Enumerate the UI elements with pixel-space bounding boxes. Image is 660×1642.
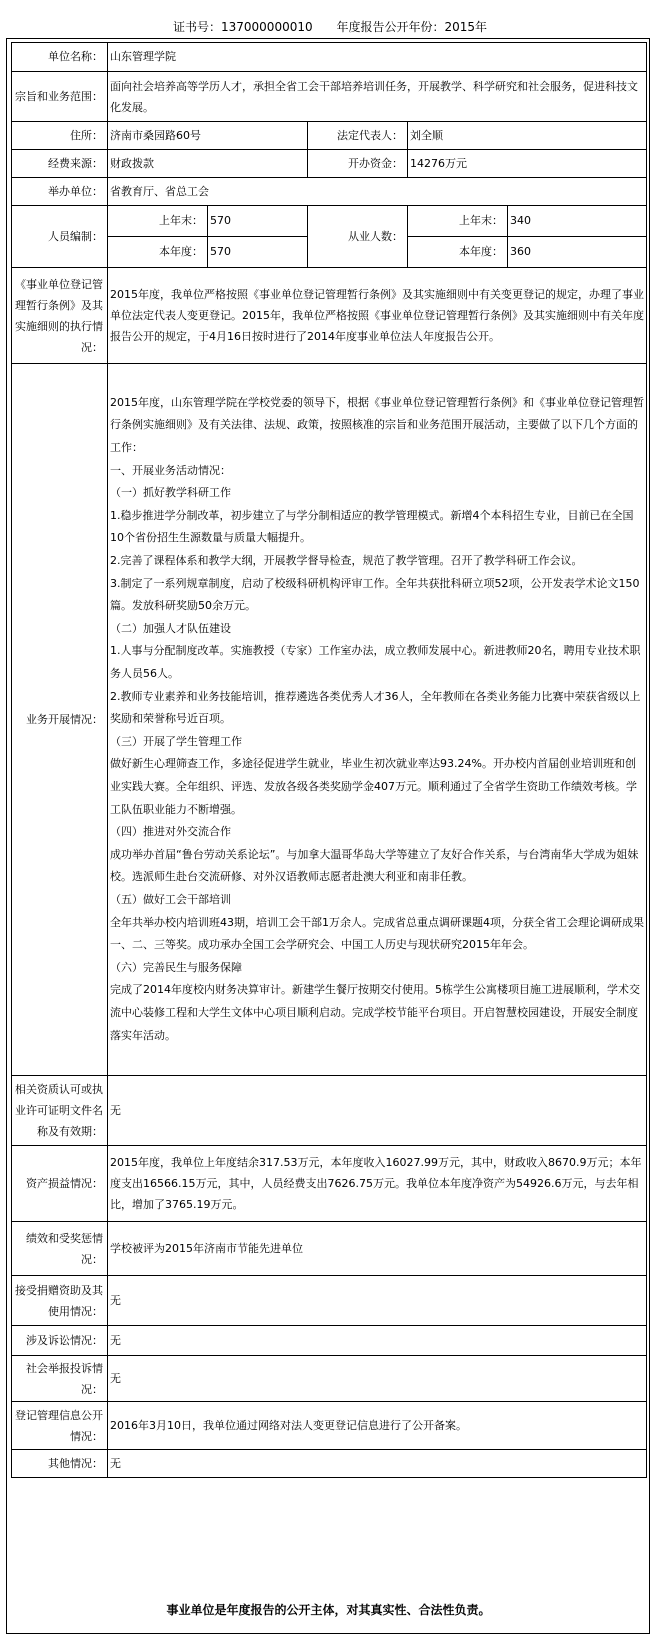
- business-paragraph: 成功举办首届“鲁台劳动关系论坛”。与加拿大温哥华岛大学等建立了友好合作关系，与台湾南华大学成为姐妹校。选派师生赴台交流研修、对外汉语教师志愿者赴澳大利亚和南非任教。: [110, 847, 639, 884]
- label-sponsor: 举办单位：: [12, 178, 108, 206]
- business-paragraph: 1.人事与分配制度改革。实施教授（专家）工作室办法，成立教师发展中心。新进教师20名，聘用专业技术职务人员56人。: [110, 644, 641, 681]
- row-staff-last: [12, 206, 647, 237]
- label-name: 单位名称：: [12, 43, 108, 72]
- business-heading: 一、开展业务活动情况：: [110, 463, 231, 477]
- business-paragraph: 做好新生心理筛查工作，多途径促进学生就业，毕业生初次就业率达93.24%。开办校内首届创业培训班和创业实践大赛。全年组织、评选、发放各级各类奖励学金407万元。顺利通过了全省学生资助工作绩效考核。学工队伍职业能力不断增强。: [110, 757, 637, 816]
- label-regulation: 《事业单位登记管理暂行条例》及其实施细则的执行情况：: [12, 268, 108, 364]
- row-disclosure: [12, 1402, 647, 1450]
- business-heading: （四）推进对外交流合作: [110, 825, 231, 839]
- row-donation: [12, 1276, 647, 1326]
- business-heading: （二）加强人才队伍建设: [110, 621, 231, 635]
- business-heading: （三）开展了学生管理工作: [110, 734, 242, 748]
- certificate-number: 证书号：137000000010: [173, 20, 313, 34]
- report-table: [11, 42, 647, 1478]
- value-capital: 14276万元: [408, 150, 647, 178]
- business-heading: （六）完善民生与服务保障: [110, 960, 242, 974]
- value-other: 无: [108, 1450, 647, 1478]
- label-purpose: 宗旨和业务范围：: [12, 72, 108, 122]
- value-complaints: 无: [108, 1356, 647, 1402]
- business-paragraph: 2.教师专业素养和业务技能培训，推荐遴选各类优秀人才36人，全年教师在各类业务能力比赛中荣获省级以上奖励和荣誉称号近百项。: [110, 689, 641, 726]
- value-staff-last: 570: [208, 206, 308, 237]
- label-capital: 开办资金：: [308, 150, 408, 178]
- value-sponsor: 省教育厅、省总工会: [108, 178, 647, 206]
- business-paragraph: 完成了2014年度校内财务决算审计。新建学生餐厅按期交付使用。5栋学生公寓楼项目施工进展顺利，学术交流中心装修工程和大学生文体中心项目顺利启动。完成学校节能平台项目。开启智慧校园建设，开展安全制度落实年活动。: [110, 983, 640, 1042]
- business-paragraph: 3.制定了一系列规章制度，启动了校级科研机构评审工作。全年共获批科研立项52项，公开发表学术论文150篇。发放科研奖励50余万元。: [110, 576, 640, 613]
- business-heading: （五）做好工会干部培训: [110, 892, 231, 906]
- label-address: 住所：: [12, 122, 108, 150]
- row-other: [12, 1450, 647, 1478]
- label-staff-this: 本年度：: [108, 237, 208, 268]
- label-employees: 从业人数：: [308, 206, 408, 268]
- row-assets: [12, 1146, 647, 1222]
- label-employees-this: 本年度：: [408, 237, 508, 268]
- business-paragraph: 全年共举办校内培训班43期，培训工会干部1万余人。完成省总重点调研课题4项，分获全省工会理论调研成果一、二、三等奖。成功承办全国工会学研究会、中国工人历史与现状研究2015年年会。: [110, 915, 644, 952]
- label-disclosure: 登记管理信息公开情况：: [12, 1402, 108, 1450]
- report-header: [0, 18, 660, 35]
- value-purpose: 面向社会培养高等学历人才，承担全省工会干部培养培训任务，开展教学、科学研究和社会服务，促进科技文化发展。: [108, 72, 647, 122]
- label-awards: 绩效和受奖惩情况：: [12, 1222, 108, 1276]
- label-litigation: 涉及诉讼情况：: [12, 1326, 108, 1356]
- value-staff-this: 570: [208, 237, 308, 268]
- row-license: [12, 1076, 647, 1146]
- value-funding: 财政拨款: [108, 150, 308, 178]
- row-name: [12, 43, 647, 72]
- label-funding: 经费来源：: [12, 150, 108, 178]
- label-license: 相关资质认可或执业许可证明文件名称及有效期：: [12, 1076, 108, 1146]
- row-sponsor: [12, 178, 647, 206]
- value-litigation: 无: [108, 1326, 647, 1356]
- business-heading: （一）抓好教学科研工作: [110, 486, 231, 500]
- value-business: [108, 364, 647, 1076]
- value-donation: 无: [108, 1276, 647, 1326]
- row-purpose: [12, 72, 647, 122]
- value-disclosure: 2016年3月10日，我单位通过网络对法人变更登记信息进行了公开备案。: [108, 1402, 647, 1450]
- value-awards: 学校被评为2015年济南市节能先进单位: [108, 1222, 647, 1276]
- label-donation: 接受捐赠资助及其使用情况：: [12, 1276, 108, 1326]
- business-paragraph: 2.完善了课程体系和教学大纲，开展教学督导检查，规范了教学管理。召开了教学科研工作会议。: [110, 554, 583, 568]
- label-other: 其他情况：: [12, 1450, 108, 1478]
- row-funding: [12, 150, 647, 178]
- row-litigation: [12, 1326, 647, 1356]
- footer-statement: 事业单位是年度报告的公开主体，对其真实性、合法性负责。: [166, 1603, 491, 1617]
- row-address: [12, 122, 647, 150]
- label-employees-last: 上年末：: [408, 206, 508, 237]
- row-business: [12, 364, 647, 1076]
- value-legal-rep: 刘全顺: [408, 122, 647, 150]
- label-complaints: 社会举报投诉情况：: [12, 1356, 108, 1402]
- label-business: 业务开展情况：: [12, 364, 108, 1076]
- value-employees-this: 360: [508, 237, 647, 268]
- business-paragraph: 2015年度，山东管理学院在学校党委的领导下，根据《事业单位登记管理暂行条例》和《事业单位登记管理暂行条例实施细则》及有关法律、法规、政策，按照核准的宗旨和业务范围开展活动，主要做了以下几个方面的工作：: [110, 395, 644, 455]
- row-regulation: [12, 268, 647, 364]
- label-assets: 资产损益情况：: [12, 1146, 108, 1222]
- value-license: 无: [108, 1076, 647, 1146]
- row-complaints: [12, 1356, 647, 1402]
- label-legal-rep: 法定代表人：: [308, 122, 408, 150]
- value-address: 济南市桑园路60号: [108, 122, 308, 150]
- value-name: 山东管理学院: [108, 43, 647, 72]
- row-awards: [12, 1222, 647, 1276]
- value-assets: 2015年度，我单位上年度结余317.53万元，本年度收入16027.99万元，其中，财政收入8670.9万元；本年度支出16566.15万元，其中，人员经费支出7626.75万元。我单位本年度净资产为54926.6万元，与去年相比，增加了3765.19万元。: [108, 1146, 647, 1222]
- label-staff-last: 上年末：: [108, 206, 208, 237]
- business-paragraph: 1.稳步推进学分制改革，初步建立了与学分制相适应的教学管理模式。新增4个本科招生专业，目前已在全国10个省份招生生源数量与质量大幅提升。: [110, 508, 634, 545]
- label-staff: 人员编制：: [12, 206, 108, 268]
- value-employees-last: 340: [508, 206, 647, 237]
- report-year: 年度报告公开年份：2015年: [336, 20, 487, 34]
- value-regulation: 2015年度，我单位严格按照《事业单位登记管理暂行条例》及其实施细则中有关变更登记的规定，办理了事业单位法定代表人变更登记。2015年，我单位严格按照《事业单位登记管理暂行条例》及其实施细则中有关年度报告公开的规定，于4月16日按时进行了2014年度事业单位法人年度报告公开。: [108, 268, 647, 364]
